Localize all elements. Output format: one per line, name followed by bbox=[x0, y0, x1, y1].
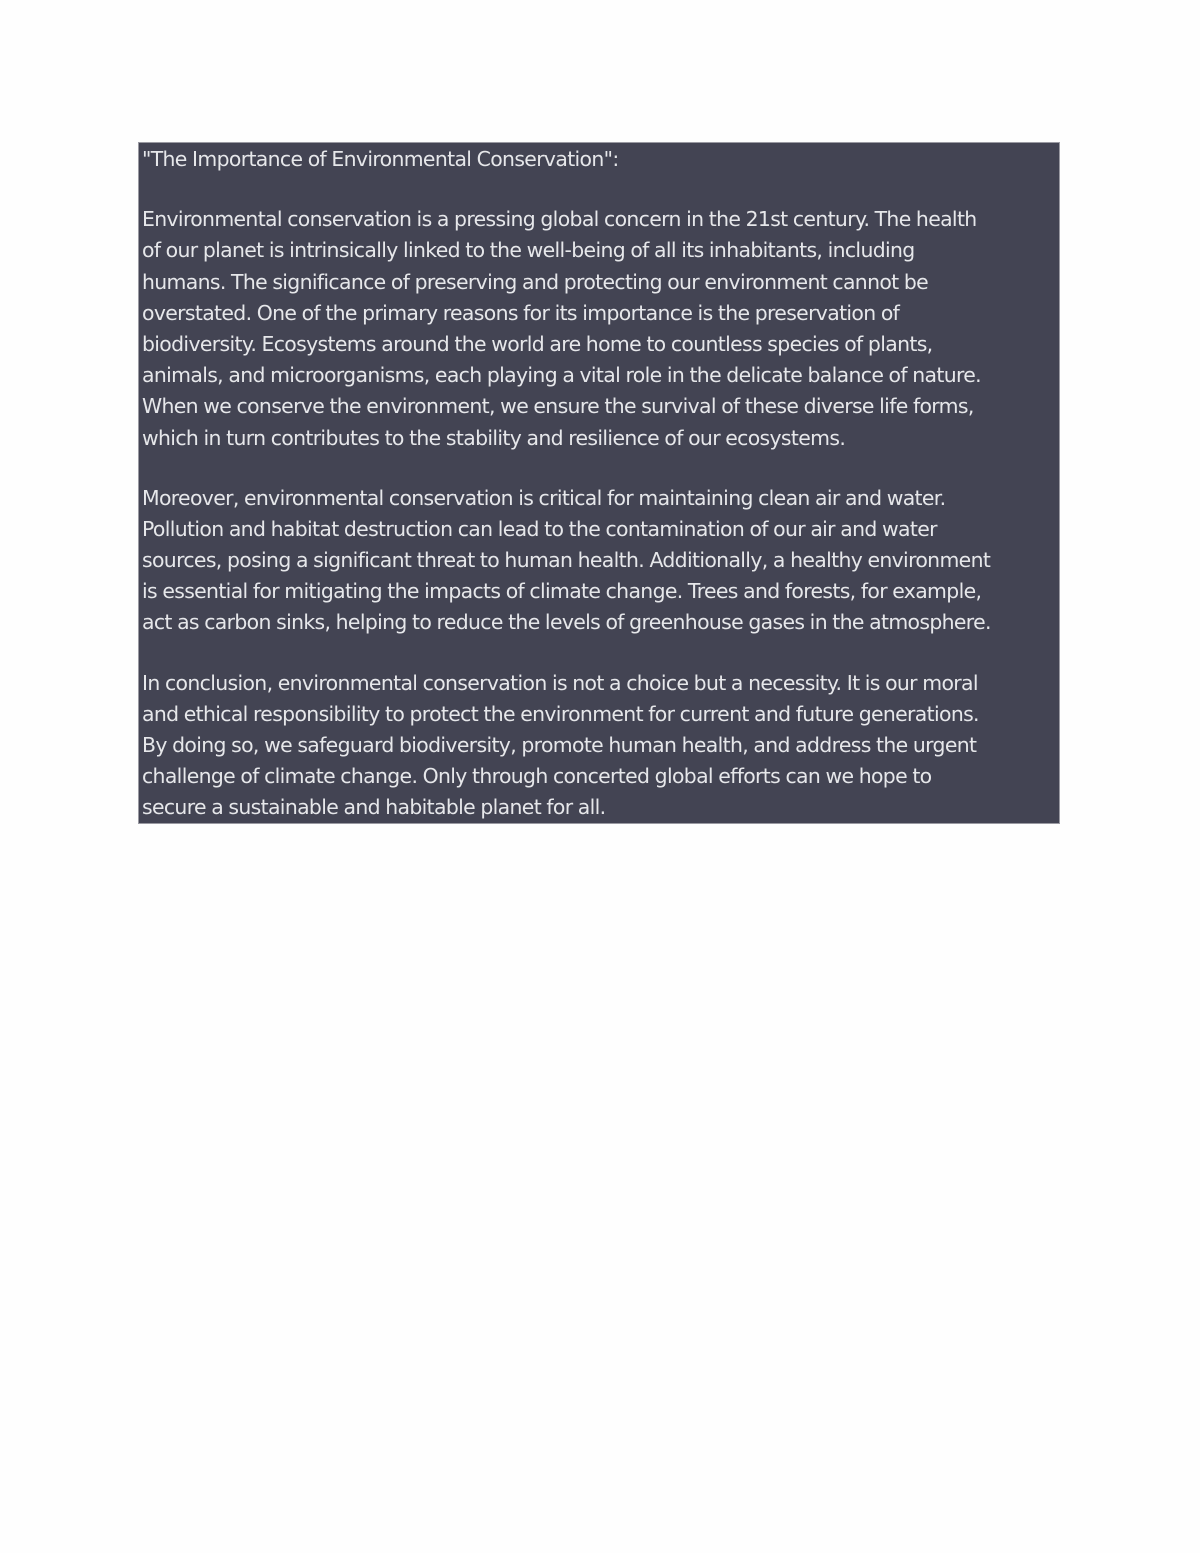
text-line: and ethical responsibility to protect the environment for current and future generations. bbox=[142, 701, 979, 726]
text-line: sources, posing a significant threat to human health. Additionally, a healthy environment bbox=[142, 548, 991, 573]
paragraph-1 bbox=[142, 204, 1059, 454]
text-line: In conclusion, environmental conservation is not a choice but a necessity. It is our moral bbox=[142, 670, 978, 695]
text-line: Moreover, environmental conservation is critical for maintaining clean air and water. bbox=[142, 485, 946, 510]
text-line: is essential for mitigating the impacts of climate change. Trees and forests, for example, bbox=[142, 579, 982, 604]
text-line: By doing so, we safeguard biodiversity, promote human health, and address the urgent bbox=[142, 733, 977, 757]
text-line: When we conserve the environment, we ensure the survival of these diverse life forms, bbox=[142, 394, 974, 419]
text-line: of our planet is intrinsically linked to the well-being of all its inhabitants, including bbox=[142, 238, 915, 263]
text-line: act as carbon sinks, helping to reduce the levels of greenhouse gases in the atmosphere. bbox=[142, 610, 991, 635]
text-line: which in turn contributes to the stability and resilience of our ecosystems. bbox=[142, 425, 846, 450]
text-line: overstated. One of the primary reasons for its importance is the preservation of bbox=[142, 300, 900, 325]
text-line: Pollution and habitat destruction can lead to the contamination of our air and water bbox=[142, 516, 937, 541]
text-line: secure a sustainable and habitable planet for all. bbox=[142, 795, 606, 820]
text-line: animals, and microorganisms, each playing a vital role in the delicate balance of nature. bbox=[142, 363, 981, 388]
text-line: humans. The significance of preserving and protecting our environment cannot be bbox=[142, 269, 929, 294]
paragraph-2 bbox=[142, 483, 1059, 639]
paragraph-spacer bbox=[142, 639, 1059, 668]
text-line: challenge of climate change. Only through concerted global efforts can we hope to bbox=[142, 764, 932, 789]
paragraph-3 bbox=[142, 668, 1059, 824]
document-title: "The Importance of Environmental Conservation": bbox=[142, 147, 619, 171]
paragraph-spacer bbox=[142, 175, 1059, 204]
text-line: Environmental conservation is a pressing global concern in the 21st century. The health bbox=[142, 207, 977, 232]
text-line: biodiversity. Ecosystems around the world are home to countless species of plants, bbox=[142, 331, 933, 356]
highlighted-text-block[interactable] bbox=[138, 142, 1060, 824]
paragraph-spacer bbox=[142, 454, 1059, 483]
